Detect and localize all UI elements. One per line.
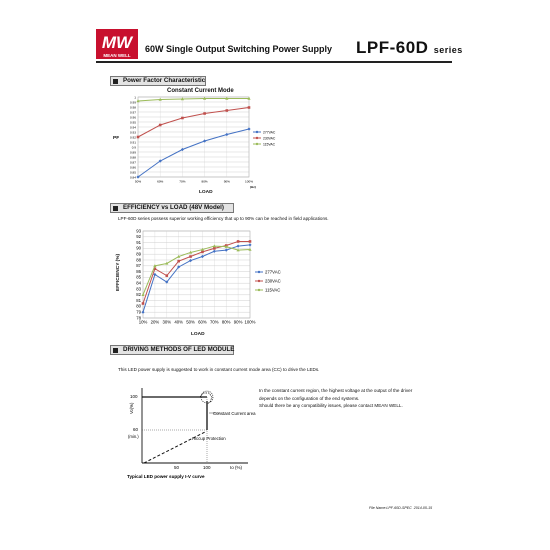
legend-label: 230VAC <box>263 136 276 141</box>
pf-x-axis-label: LOAD <box>199 190 213 195</box>
data-point <box>165 274 168 277</box>
x-tick-label: 70% <box>179 179 186 184</box>
legend-marker <box>258 271 260 273</box>
data-point <box>159 124 162 127</box>
logo-mark: MW <box>101 33 133 52</box>
x-tick-label: 80% <box>201 179 208 184</box>
y-tick-label: 91 <box>136 239 141 245</box>
iv-y-tick-100: 100 <box>130 394 138 399</box>
brand-name: MEAN WELL <box>96 53 138 59</box>
data-point <box>189 255 192 258</box>
y-tick-label: 0.99 <box>129 100 136 105</box>
y-tick-label: 87 <box>136 263 141 269</box>
iv-annotation-cc-area: Constant Current area <box>213 411 256 416</box>
data-point <box>213 247 216 250</box>
y-tick-label: 93 <box>136 228 141 234</box>
y-tick-label: 92 <box>136 234 141 240</box>
section-header-driving <box>110 345 234 355</box>
y-tick-label: 86 <box>136 268 141 274</box>
y-tick-label: 0.86 <box>129 165 136 170</box>
y-tick-label: 88 <box>136 257 141 263</box>
y-tick-label: 0.89 <box>129 150 136 155</box>
y-tick-label: 0.96 <box>129 115 136 120</box>
y-tick-label: 0.9 <box>131 145 136 150</box>
x-tick-label: 100% <box>244 319 256 325</box>
y-tick-label: 79 <box>136 309 141 315</box>
x-tick-label: 100% <box>245 179 253 184</box>
eff-chart-block <box>110 222 300 342</box>
x-tick-label: 80% <box>221 319 231 325</box>
pf-chart-title: Constant Current Mode <box>167 88 234 94</box>
data-point <box>237 240 240 243</box>
iv-curve-diagram <box>120 380 260 480</box>
iv-x-tick-100: 100 <box>203 465 211 470</box>
legend-label: 277VAC <box>263 130 276 135</box>
y-tick-label: 82 <box>136 292 141 298</box>
driving-note: In the constant current region, the highest voltage at the output of the driver <box>259 388 413 393</box>
data-point <box>177 260 180 263</box>
driving-intro: This LED power supply is suggested to work in constant current mode area (CC) to drive the LEDs. <box>118 367 320 372</box>
x-tick-label: 90% <box>223 179 230 184</box>
data-point <box>203 112 206 115</box>
section-bullet-icon <box>113 348 118 353</box>
product-title: 60W Single Output Switching Power Supply <box>145 44 333 54</box>
x-tick-label: 30% <box>162 319 172 325</box>
y-tick-label: 85 <box>136 274 141 280</box>
pf-chart-block <box>110 86 280 201</box>
data-point <box>249 240 252 243</box>
model-heading <box>356 38 463 58</box>
driving-note: Should there be any compatibility issues, please contact MEAN WELL. <box>259 403 403 408</box>
eff-chart-plot <box>110 222 300 334</box>
iv-y-min-label: (min.) <box>128 434 139 439</box>
plot-area <box>143 231 250 318</box>
iv-annotation-hiccup: Hiccup Protection <box>192 436 226 441</box>
pf-y-axis-label: PF <box>113 136 120 141</box>
y-tick-label: 0.87 <box>129 160 136 165</box>
efficiency-description: LPF-60D series possess superior working efficiency that up to 90% can be reached in field applications. <box>118 216 329 221</box>
y-tick-label: 0.91 <box>129 140 136 145</box>
y-tick-label: 1 <box>134 95 136 100</box>
y-tick-label: 0.85 <box>129 170 136 175</box>
y-tick-label: 83 <box>136 286 141 292</box>
pf-chart-plot <box>110 86 290 201</box>
driving-note: depends on the configuration of the end systems. <box>259 395 360 401</box>
legend-label: 115VAC <box>263 142 276 147</box>
legend-marker <box>258 280 260 282</box>
iv-chart-title: Typical LED power supply I-V curve <box>127 474 205 479</box>
data-point <box>201 251 204 254</box>
y-tick-label: 0.92 <box>129 135 136 140</box>
x-tick-label: 60% <box>198 319 207 325</box>
x-tick-label: 40% <box>174 319 183 325</box>
section-bullet-icon <box>113 79 118 84</box>
y-tick-label: 81 <box>136 297 141 303</box>
x-tick-label: 20% <box>150 319 160 325</box>
driving-notes <box>259 387 412 410</box>
y-tick-label: 0.88 <box>129 155 136 160</box>
y-tick-label: 78 <box>136 315 141 321</box>
legend-label: 277VAC <box>265 269 281 275</box>
x-tick-label: 50% <box>186 319 195 325</box>
eff-y-axis-label: EFFICIENCY (%) <box>116 253 122 292</box>
iv-y-tick-60: 60 <box>133 427 139 432</box>
legend-marker <box>256 143 258 145</box>
iv-x-axis-label: Io (%) <box>230 465 243 470</box>
data-point <box>248 106 251 109</box>
x-unit-label: (Hz) <box>250 185 256 189</box>
y-tick-label: 89 <box>136 251 141 257</box>
x-tick-label: 60% <box>157 179 164 184</box>
data-point <box>226 109 229 112</box>
legend-marker <box>256 137 258 139</box>
eff-x-axis-label: LOAD <box>191 332 205 337</box>
file-name-footer: File Name:LPF-60D-SPEC 2014-05-15 <box>369 506 433 510</box>
y-tick-label: 0.95 <box>129 120 136 125</box>
data-point <box>181 117 184 120</box>
x-tick-label: 90% <box>233 319 243 325</box>
iv-x-tick-50: 50 <box>174 465 180 470</box>
y-tick-label: 90 <box>136 245 141 251</box>
legend-marker <box>256 131 258 133</box>
legend-label: 115VAC <box>265 287 281 293</box>
section-title: EFFICIENCY vs LOAD (48V Model) <box>123 204 224 211</box>
iv-y-axis-label: Vo(%) <box>129 402 134 414</box>
y-tick-label: 80 <box>136 303 141 309</box>
legend-label: 230VAC <box>265 278 281 284</box>
legend-marker <box>258 289 260 291</box>
section-title: DRIVING METHODS OF LED MODULE <box>123 346 235 353</box>
y-tick-label: 84 <box>136 280 141 286</box>
data-point <box>137 136 140 139</box>
x-tick-label: 50% <box>134 179 142 184</box>
x-tick-label: 10% <box>138 319 148 325</box>
y-tick-label: 0.97 <box>129 110 136 115</box>
series-label: series <box>433 45 463 55</box>
data-point <box>142 302 145 305</box>
model-name: LPF-60D <box>356 38 429 57</box>
section-header-power-factor <box>110 76 206 86</box>
y-tick-label: 0.94 <box>129 125 136 130</box>
header-rule <box>96 61 452 63</box>
y-tick-label: 0.93 <box>129 130 136 135</box>
y-tick-label: 0.84 <box>129 175 136 180</box>
x-tick-label: 70% <box>210 319 219 325</box>
section-bullet-icon <box>113 206 118 211</box>
section-title: Power Factor Characteristic <box>123 77 206 84</box>
section-header-efficiency <box>110 203 234 213</box>
y-tick-label: 0.98 <box>129 105 136 110</box>
